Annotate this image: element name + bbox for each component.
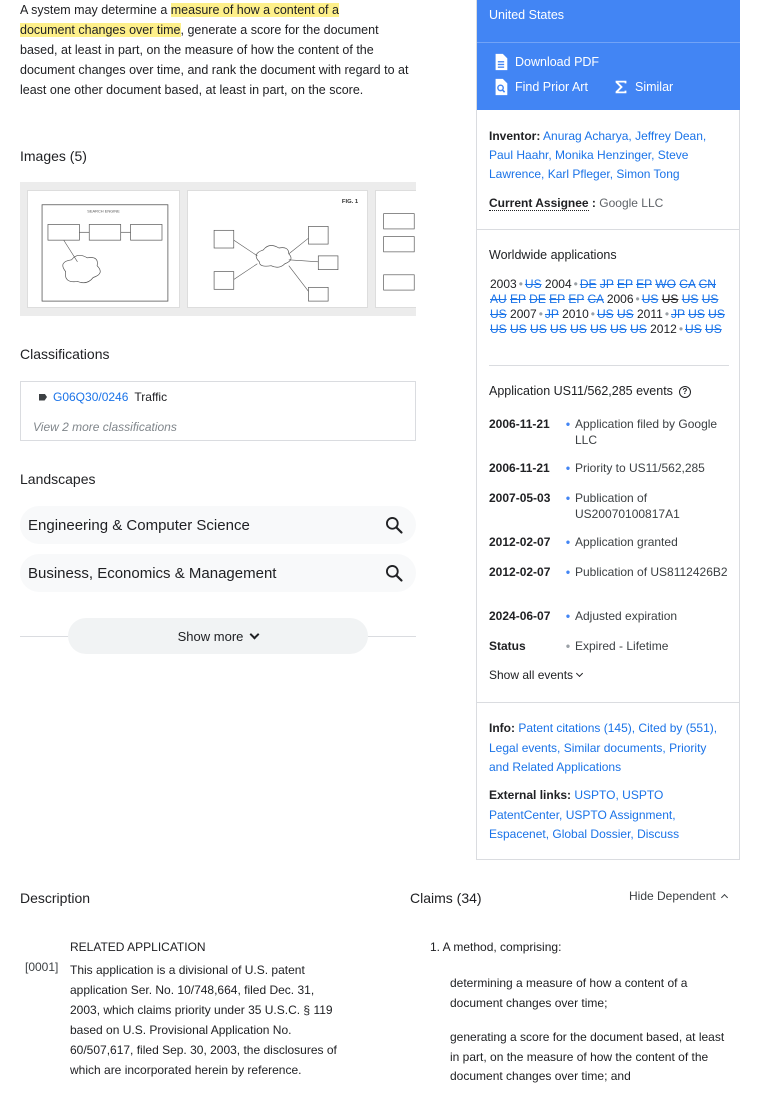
external-links-block bbox=[489, 786, 729, 845]
worldwide-country-link[interactable]: US bbox=[661, 292, 679, 306]
claims-title: Claims (34) bbox=[410, 890, 482, 906]
event-row bbox=[489, 460, 734, 476]
figure-diagram-icon bbox=[376, 191, 416, 307]
worldwide-country-link[interactable]: AU bbox=[490, 292, 507, 306]
classifications-title: Classifications bbox=[20, 346, 110, 362]
worldwide-country-link[interactable]: US bbox=[590, 322, 607, 336]
worldwide-country-link[interactable]: CA bbox=[679, 277, 696, 291]
download-pdf-label: Download PDF bbox=[515, 55, 600, 69]
worldwide-title: Worldwide applications bbox=[489, 248, 617, 262]
worldwide-country-link[interactable]: CA bbox=[587, 292, 604, 306]
patent-figure-thumbnail[interactable] bbox=[375, 190, 416, 308]
show-all-events-label: Show all events bbox=[489, 668, 574, 682]
landscape-label: Business, Economics & Management bbox=[28, 564, 277, 582]
svg-text:SEARCH ENGINE: SEARCH ENGINE bbox=[87, 208, 120, 214]
assignee-block bbox=[489, 194, 729, 213]
worldwide-country-link[interactable]: US bbox=[490, 322, 507, 336]
find-prior-art-link[interactable] bbox=[493, 78, 588, 96]
worldwide-applications-list bbox=[490, 277, 726, 337]
event-bullet-icon: • bbox=[565, 535, 571, 549]
worldwide-country-link[interactable]: US bbox=[641, 292, 659, 306]
event-row bbox=[489, 490, 734, 522]
event-bullet-icon: • bbox=[565, 417, 571, 431]
separator-dot: • bbox=[590, 307, 595, 321]
events-title-row bbox=[489, 382, 729, 401]
event-text: Publication of US20070100817A1 bbox=[575, 491, 680, 521]
search-icon[interactable] bbox=[384, 563, 404, 583]
event-date: 2024-06-07 bbox=[489, 609, 551, 623]
worldwide-country-link[interactable]: US bbox=[610, 322, 627, 336]
worldwide-country-link[interactable]: EP bbox=[636, 277, 652, 291]
worldwide-country-link[interactable]: WO bbox=[655, 277, 676, 291]
info-block bbox=[489, 719, 729, 778]
figure-drawing-icon bbox=[28, 191, 179, 307]
chevron-down-icon bbox=[250, 629, 260, 639]
country-label: United States bbox=[489, 8, 565, 22]
worldwide-year: 2012 bbox=[650, 322, 677, 336]
separator-dot: • bbox=[664, 307, 670, 321]
similar-link[interactable] bbox=[613, 78, 673, 96]
tag-icon bbox=[39, 394, 47, 401]
worldwide-year: 2007 bbox=[510, 307, 537, 321]
find-prior-art-label: Find Prior Art bbox=[515, 80, 588, 94]
external-links-label: External links: bbox=[489, 788, 572, 802]
worldwide-country-link[interactable]: US bbox=[630, 322, 647, 336]
prior-art-search-icon bbox=[493, 78, 509, 96]
worldwide-country-link[interactable]: US bbox=[490, 307, 507, 321]
abstract-highlight-1: measure of how a content of a bbox=[170, 3, 339, 17]
worldwide-country-link[interactable]: JP bbox=[671, 307, 685, 321]
event-text: Application filed by Google LLC bbox=[575, 417, 718, 447]
worldwide-country-link[interactable]: US bbox=[550, 322, 567, 336]
landscapes-title: Landscapes bbox=[20, 471, 96, 487]
landscape-item-engineering[interactable] bbox=[20, 506, 416, 544]
divider bbox=[489, 365, 729, 366]
event-text: Expired - Lifetime bbox=[575, 639, 669, 653]
info-label: Info: bbox=[489, 721, 515, 735]
help-icon[interactable]: ? bbox=[679, 386, 691, 398]
download-pdf-link[interactable] bbox=[493, 53, 599, 71]
images-title: Images (5) bbox=[20, 148, 87, 164]
worldwide-year: 2010 bbox=[562, 307, 589, 321]
figure-label: FIG. 1 bbox=[341, 198, 359, 205]
event-date: 2007-05-03 bbox=[489, 491, 551, 505]
worldwide-country-link[interactable]: US bbox=[570, 322, 587, 336]
event-bullet-icon: • bbox=[565, 491, 571, 505]
event-text: Adjusted expiration bbox=[575, 609, 678, 623]
event-row bbox=[489, 638, 734, 654]
event-date: Status bbox=[489, 639, 526, 653]
patent-info-panel bbox=[476, 0, 740, 860]
worldwide-country-link[interactable]: US bbox=[688, 307, 705, 321]
event-date: 2006-11-21 bbox=[489, 461, 550, 475]
event-row bbox=[489, 416, 734, 448]
separator-dot: • bbox=[678, 322, 684, 336]
panel-header bbox=[477, 0, 740, 110]
show-more-button[interactable] bbox=[68, 618, 368, 654]
assignee-value: Google LLC bbox=[599, 196, 664, 210]
event-date: 2012-02-07 bbox=[489, 565, 551, 579]
worldwide-country-link[interactable]: EP bbox=[549, 292, 565, 306]
divider bbox=[477, 702, 740, 703]
claim-step-1: determining a measure of how a content of a document changes over time; bbox=[450, 976, 688, 1010]
event-bullet-icon: • bbox=[565, 609, 571, 623]
info-links[interactable]: Patent citations (145), Cited by (551), Legal events, Similar documents, Priority and Related Applications bbox=[489, 721, 718, 774]
worldwide-year: 2004 bbox=[544, 277, 572, 291]
worldwide-country-link[interactable]: DE bbox=[579, 277, 597, 291]
assignee-label[interactable]: Current Assignee bbox=[489, 196, 589, 210]
claim-1-heading: 1. A method, comprising: bbox=[430, 940, 562, 954]
event-date: 2006-11-21 bbox=[489, 417, 550, 431]
show-all-events-link[interactable] bbox=[489, 668, 582, 682]
worldwide-country-link[interactable]: US bbox=[705, 322, 722, 336]
worldwide-country-link[interactable]: JP bbox=[599, 277, 614, 291]
divider bbox=[477, 229, 740, 230]
worldwide-year: 2011 bbox=[637, 307, 663, 321]
inventors-block bbox=[489, 127, 729, 184]
abstract-prefix: A system may determine a bbox=[20, 3, 171, 17]
patent-figure-thumbnail[interactable] bbox=[27, 190, 180, 308]
images-carousel[interactable] bbox=[20, 182, 416, 316]
event-bullet-icon: • bbox=[565, 639, 571, 653]
pdf-file-icon bbox=[493, 53, 509, 71]
assignee-colon: : bbox=[588, 196, 596, 210]
divider bbox=[477, 42, 740, 43]
event-row bbox=[489, 564, 734, 580]
classification-label: Traffic bbox=[134, 390, 168, 404]
event-text: Application granted bbox=[575, 535, 678, 549]
worldwide-country-link[interactable]: DE bbox=[529, 292, 546, 306]
inventor-label: Inventor: bbox=[489, 129, 541, 143]
separator-dot: • bbox=[538, 307, 543, 321]
worldwide-country-link[interactable]: US bbox=[596, 307, 614, 321]
worldwide-year: 2006 bbox=[606, 292, 634, 306]
event-row bbox=[489, 608, 734, 624]
worldwide-year: 2003 bbox=[490, 277, 517, 291]
separator-dot: • bbox=[518, 277, 523, 291]
event-row bbox=[489, 534, 734, 550]
show-more-label: Show more bbox=[177, 628, 244, 644]
chevron-up-icon bbox=[721, 894, 728, 901]
description-title: Description bbox=[20, 890, 91, 906]
worldwide-country-link[interactable]: EP bbox=[510, 292, 526, 306]
separator-dot: • bbox=[635, 292, 640, 306]
separator-dot: • bbox=[573, 277, 578, 291]
event-bullet-icon: • bbox=[565, 461, 571, 475]
events-title: Application US11/562,285 events bbox=[489, 384, 673, 398]
hide-dependent-toggle[interactable] bbox=[629, 889, 727, 903]
chevron-down-icon bbox=[576, 670, 583, 677]
landscape-label: Engineering & Computer Science bbox=[28, 516, 250, 534]
figure-network-icon bbox=[188, 191, 367, 307]
view-more-classifications-link[interactable]: View 2 more classifications bbox=[33, 420, 177, 434]
worldwide-country-link[interactable]: US bbox=[708, 307, 725, 321]
worldwide-country-link[interactable]: US bbox=[530, 322, 547, 336]
claim-step-2: generating a score for the document based, at least in part, on the measure of how the content of the document changes over time; and bbox=[450, 1030, 725, 1083]
event-text: Publication of US8112426B2 bbox=[575, 565, 728, 579]
event-date: 2012-02-07 bbox=[489, 535, 551, 549]
similar-label: Similar bbox=[635, 80, 674, 94]
sigma-icon bbox=[613, 78, 629, 96]
event-text: Priority to US11/562,285 bbox=[575, 461, 705, 475]
abstract-suffix: , generate a score for the document based, at least in part, on the measure of how the content of the document changes over time, and rank the document with regard to at least one other document based, at least in part, on the score. bbox=[20, 23, 409, 97]
worldwide-country-link[interactable]: US bbox=[510, 322, 527, 336]
worldwide-country-link[interactable]: US bbox=[701, 292, 719, 306]
classification-item bbox=[39, 390, 167, 404]
worldwide-country-link[interactable]: US bbox=[616, 307, 634, 321]
worldwide-country-link[interactable]: US bbox=[685, 322, 702, 336]
paragraph-text: This application is a divisional of U.S. patent application Ser. No. 10/748,664, filed Dec. 31, 2003, which claims priority under 35 U.S.C. § 119 based on U.S. Provisional Application No. 60/507,617, filed Sep. 30, 2003, the disclosures of which are incorporated herein by reference. bbox=[70, 963, 337, 1077]
worldwide-country-link[interactable]: CN bbox=[698, 277, 716, 291]
paragraph-number: [0001] bbox=[25, 960, 59, 974]
external-links[interactable]: USPTO, USPTO PatentCenter, USPTO Assignment, Espacenet, Global Dossier, Discuss bbox=[489, 788, 680, 841]
worldwide-country-link[interactable]: JP bbox=[544, 307, 559, 321]
hide-dependent-label: Hide Dependent bbox=[629, 889, 716, 903]
search-icon[interactable] bbox=[384, 515, 404, 535]
abstract-highlight-2: document changes over time bbox=[20, 23, 181, 37]
patent-figure-thumbnail[interactable] bbox=[187, 190, 368, 308]
landscape-item-business[interactable] bbox=[20, 554, 416, 592]
worldwide-country-link[interactable]: EP bbox=[568, 292, 585, 306]
worldwide-country-link[interactable]: US bbox=[681, 292, 699, 306]
event-bullet-icon: • bbox=[565, 565, 571, 579]
related-application-heading: RELATED APPLICATION bbox=[70, 940, 206, 954]
abstract-text bbox=[20, 0, 410, 100]
worldwide-country-link[interactable]: EP bbox=[616, 277, 633, 291]
classifications-box bbox=[20, 381, 416, 441]
worldwide-country-link[interactable]: US bbox=[524, 277, 542, 291]
classification-code-link[interactable]: G06Q30/0246 bbox=[53, 390, 129, 404]
inventor-links[interactable]: Anurag Acharya, Jeffrey Dean, Paul Haahr, Monika Henzinger, Steve Lawrence, Karl Pfleger, Simon Tong bbox=[489, 129, 707, 181]
